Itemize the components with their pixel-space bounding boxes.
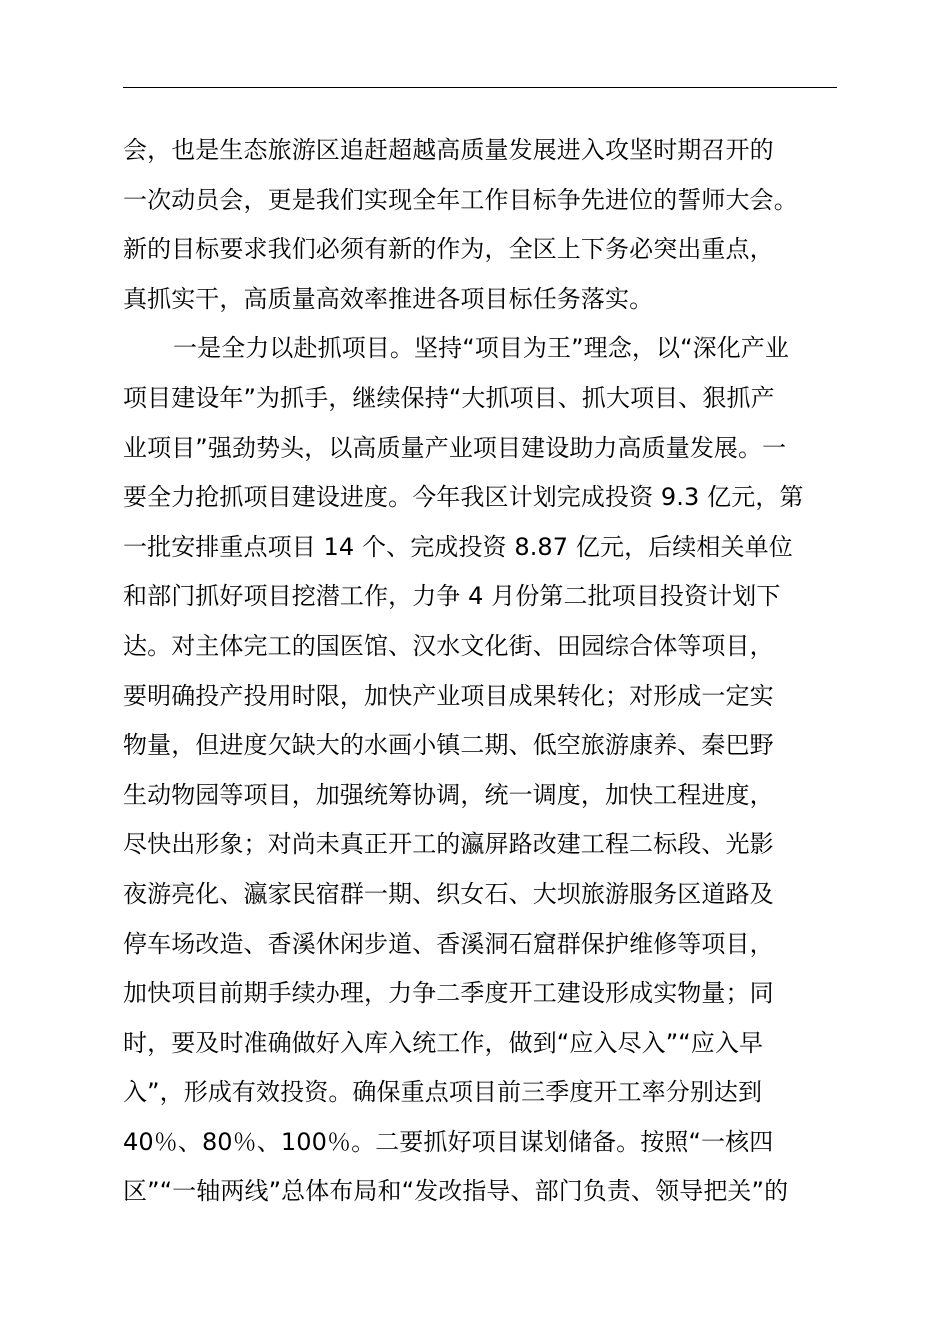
text-line: 新的目标要求我们必须有新的作为，全区上下务必突出重点， [123,235,774,264]
text-line: 业项目”强劲势头，以高质量产业项目建设助力高质量发展。一 [123,433,787,462]
text-line: 加快项目前期手续办理，力争二季度开工建设形成实物量；同 [123,979,774,1008]
text-line: 尽快出形象；对尚未真正开工的瀛屏路改建工程二标段、光影 [123,830,774,859]
text-line: 区”“一轴两线”总体布局和“发改指导、部门负责、领导把关”的 [123,1177,789,1206]
text-line: 要全力抢抓项目建设进度。今年我区计划完成投资 9.3 亿元，第 [123,483,804,512]
document-body [123,126,850,1217]
text-line: 达。对主体完工的国医馆、汉水文化街、田园综合体等项目， [123,631,774,660]
text-line: 生动物园等项目，加强统筹协调，统一调度，加快工程进度， [123,780,774,809]
text-line: 一次动员会，更是我们实现全年工作目标争先进位的誓师大会。 [123,185,798,214]
text-line: 入”，形成有效投资。确保重点项目前三季度开工率分别达到 [123,1078,763,1107]
text-line: 要明确投产投用时限，加快产业项目成果转化；对形成一定实 [123,681,774,710]
paragraph-first-line: 一是全力以赴抓项目。坚持“项目为王”理念，以“深化产业 [173,334,789,363]
text-line: 物量，但进度欠缺大的水画小镇二期、低空旅游康养、秦巴野 [123,731,774,760]
text-line: 夜游亮化、瀛家民宿群一期、织女石、大坝旅游服务区道路及 [123,879,774,908]
text-line: 和部门抓好项目挖潜工作，力争 4 月份第二批项目投资计划下 [123,582,781,611]
text-line: 项目建设年”为抓手，继续保持“大抓项目、抓大项目、狠抓产 [123,383,775,412]
text-line: 真抓实干，高质量高效率推进各项目标任务落实。 [123,284,654,313]
text-line: 时，要及时准确做好入库入统工作，做到“应入尽入”“应入早 [123,1028,764,1057]
text-line: 一批安排重点项目 14 个、完成投资 8.87 亿元，后续相关单位 [123,532,793,561]
text-line: 40％、80％、100％。二要抓好项目谋划储备。按照“一核四 [123,1127,774,1156]
header-rule [123,87,837,88]
text-line: 会，也是生态旅游区追赶超越高质量发展进入攻坚时期召开的 [123,136,774,164]
text-line: 停车场改造、香溪休闲步道、香溪洞石窟群保护维修等项目， [123,929,774,958]
